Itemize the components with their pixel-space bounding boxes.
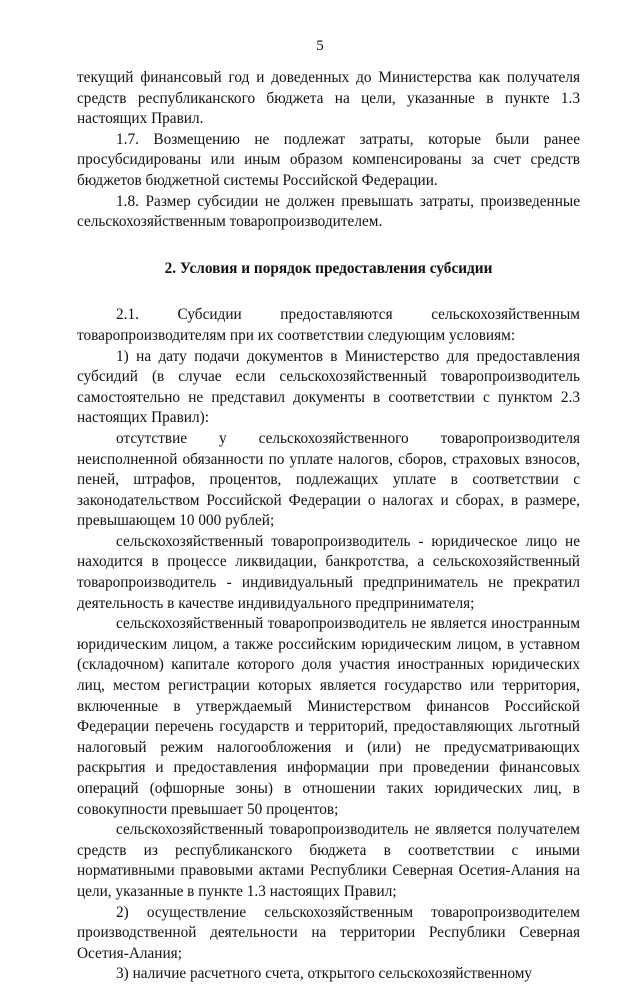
document-body — [77, 68, 580, 985]
condition-1-budget-funds: сельскохозяйственный товаропроизводитель не является получателем средств из республиканского бюджета в соответствии с иными нормативными правовыми актами Республики Северная Осетия-Алания на цели, указанные в пункте 1.3 настоящих Правил; — [77, 821, 580, 900]
condition-3: 3) наличие расчетного счета, открытого сельскохозяйственному — [116, 965, 533, 983]
condition-1-taxes: отсутствие у сельскохозяйственного товаропроизводителя неисполненной обязанности по уплате налогов, сборов, страховых взносов, пеней, штрафов, процентов, подлежащих уплате в соответствии с законодательством Российской Федерации о налогах и сборах, в размере, превышающем 10 000 рублей; — [77, 429, 580, 530]
condition-1: 1) на дату подачи документов в Министерство для предоставления субсидий (в случае если сельскохозяйственный товаропроизводитель самостоятельно не представил документы в соответствии с пунктом 2.3 настоящих Правил): — [77, 347, 580, 427]
page-number: 5 — [316, 38, 324, 54]
section-heading: 2. Условия и порядок предоставления субсидии — [164, 259, 493, 277]
paragraph-2-1: 2.1. Субсидии предоставляются сельскохозяйственным товаропроизводителям при их соответствии следующим условиям: — [77, 306, 580, 344]
condition-1-foreign-entity: сельскохозяйственный товаропроизводитель не является иностранным юридическим лицом, а также российским юридическим лицом, в уставном (складочном) капитале которого доля участия иностранных юридических лиц, местом регистрации которых является государство или территория, включенные в утверждаемый Министерством финансов Российской Федерации перечень государств и территорий, предоставляющих льготный налоговый режим налогообложения и (или) не предусматривающих раскрытия и предоставления информации при проведении финансовых операций (офшорные зоны) в отношении таких юридических лиц, в совокупности превышает 50 процентов; — [77, 615, 580, 818]
condition-1-liquidation: сельскохозяйственный товаропроизводитель - юридическое лицо не находится в процессе ликвидации, банкротства, а сельскохозяйственный товаропроизводитель - индивидуальный предприниматель не прекратил деятельность в качестве индивидуального предпринимателя; — [77, 532, 580, 612]
paragraph-1-8: 1.8. Размер субсидии не должен превышать затраты, произведенные сельскохозяйственным товаропроизводителем. — [77, 192, 580, 231]
condition-2: 2) осуществление сельскохозяйственным товаропроизводителем производственной деятельности на территории Республики Северная Осетия-Алания; — [77, 903, 580, 962]
paragraph-continuation: текущий финансовый год и доведенных до Министерства как получателя средств республиканского бюджета на цели, указанные в пункте 1.3 настоящих Правил. — [77, 69, 580, 128]
paragraph-1-7: 1.7. Возмещению не подлежат затраты, которые были ранее просубсидированы или иным образом компенсированы за счет средств бюджетов бюджетной системы Российской Федерации. — [77, 130, 580, 189]
